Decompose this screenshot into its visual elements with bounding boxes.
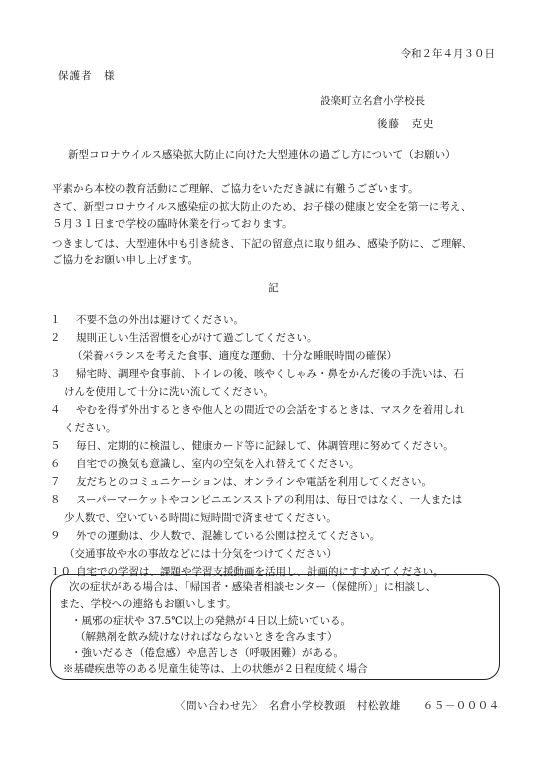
list-item bbox=[50, 440, 454, 453]
item-text: 自宅での換気も意識し、室内の空気を入れ替えてください。 bbox=[76, 458, 360, 470]
item-text: 毎日、定期的に検温し、健康カード等に記録して、体調管理に努めてください。 bbox=[76, 440, 454, 452]
item-number: ３ bbox=[50, 368, 61, 380]
list-item bbox=[50, 494, 462, 507]
item-text: やむを得ず外出するときや他人との間近での会話をするときは、マスクを着用しれ bbox=[76, 404, 465, 416]
item-number: ７ bbox=[50, 476, 61, 488]
item-number: １０ bbox=[50, 566, 71, 578]
notice-line: ※基礎疾患等のある児童生徒等は、上の状態が２日程度続く場合 bbox=[63, 663, 368, 675]
list-item bbox=[50, 314, 244, 327]
list-item bbox=[50, 368, 464, 381]
item-number: ６ bbox=[50, 458, 61, 470]
contact-info: 〈問い合わせ先〉 名倉小学校教頭 村松敦雄 ６５－０００４ bbox=[175, 700, 500, 712]
item-continuation: 少人数で、空いている時間に短時間で済ませてください。 bbox=[64, 512, 337, 524]
item-number: ２ bbox=[50, 332, 61, 344]
item-text: 自宅での学習は、課題や学習支援動画を活用し、計画的にすすめてください。 bbox=[76, 566, 444, 578]
item-text: 友だちとのコミュニケーションは、オンラインや電話を利用してください。 bbox=[76, 476, 433, 488]
item-text: 不要不急の外出は避けてください。 bbox=[76, 314, 244, 326]
list-item bbox=[50, 332, 318, 345]
notice-line: 次の症状がある場合は、「帰国者・感染者相談センター（保健所）」に相談し、 bbox=[69, 581, 437, 593]
item-number: ９ bbox=[50, 530, 61, 542]
item-sub-note: （交通事故や水の事故などには十分気をつけてください） bbox=[64, 548, 337, 560]
letter-date: 令和２年４月３０日 bbox=[400, 48, 495, 60]
body-paragraph-1: 平素から本校の教育活動にご理解、ご協力をいただき誠に有難うございます。 bbox=[52, 183, 419, 195]
notice-line: ・強いだるさ（倦怠感）や息苦しさ（呼吸困難）がある。 bbox=[71, 647, 344, 659]
item-number: ８ bbox=[50, 494, 61, 506]
list-item bbox=[50, 476, 432, 489]
notice-line: また、学校への連絡もお願いします。 bbox=[59, 598, 237, 610]
item-text: スーパーマーケットやコンビニエンスストアの利用は、毎日ではなく、一人または bbox=[76, 494, 463, 506]
item-number: ４ bbox=[50, 404, 61, 416]
sender-title: 設楽町立名倉小学校長 bbox=[320, 95, 425, 107]
ki-heading: 記 bbox=[268, 282, 279, 294]
list-item bbox=[50, 458, 360, 471]
sender-name: 後藤 克史 bbox=[377, 118, 435, 130]
item-text: 外での運動は、少人数で、混雑している公園は控えてください。 bbox=[76, 530, 381, 542]
item-number: ５ bbox=[50, 440, 61, 452]
item-number: １ bbox=[50, 314, 61, 326]
letter-subject: 新型コロナウイルス感染拡大防止に向けた大型連休の過ごし方について（お願い） bbox=[68, 149, 456, 161]
notice-line: ・風邪の症状や 37.5℃以上の発熱が４日以上続いている。 bbox=[71, 615, 351, 627]
symptom-notice-box bbox=[50, 574, 500, 680]
notice-line: （解熱剤を飲み続けなければならないときを含みます） bbox=[75, 631, 338, 643]
item-continuation: ください。 bbox=[64, 422, 117, 434]
addressee: 保護者 様 bbox=[58, 70, 116, 82]
body-paragraph-2-line-2: ５月３１日まで学校の臨時休業を行っております。 bbox=[52, 218, 293, 230]
item-text: 規則正しい生活習慣を心がけて過ごしてください。 bbox=[76, 332, 318, 344]
item-sub-note: （栄養バランスを考えた食事、適度な運動、十分な睡眠時間の確保） bbox=[72, 350, 398, 362]
item-continuation: けんを使用して十分に洗い流してください。 bbox=[64, 386, 274, 398]
list-item bbox=[50, 530, 380, 543]
body-paragraph-2-line-1: さて、新型コロナウイルス感染症の拡大防止のため、お子様の健康と安全を第一に考え、 bbox=[52, 201, 472, 213]
body-paragraph-3-line-2: ご協力をお願い申し上げます。 bbox=[52, 254, 199, 266]
body-paragraph-3-line-1: つきましては、大型連休中も引き続き、下記の留意点に取り組み、感染予防に、ご理解、 bbox=[52, 238, 473, 250]
item-text: 帰宅時、調理や食事前、トイレの後、咳やくしゃみ・鼻をかんだ後の手洗いは、石 bbox=[76, 368, 464, 380]
list-item bbox=[50, 404, 465, 417]
